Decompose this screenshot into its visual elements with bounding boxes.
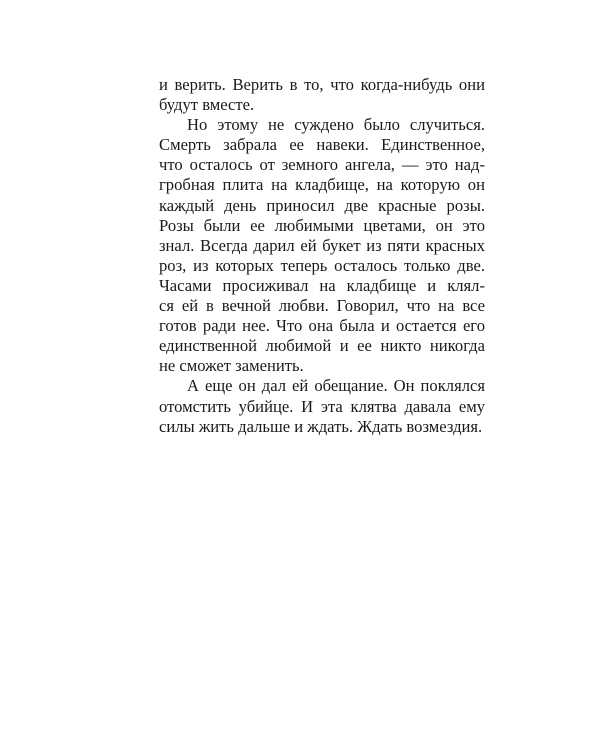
text-line: А еще он дал ей обещание. Он поклялся [187, 376, 485, 396]
text-line: отомстить убийце. И эта клятва давала ему [159, 396, 485, 416]
text-line: Смерть забрала ее навеки. Единственное, [159, 135, 485, 155]
text-line: не сможет заменить. [159, 356, 304, 376]
text-line: единственной любимой и ее никто никогда [159, 336, 485, 356]
text-line: будут вместе. [159, 95, 255, 115]
text-line: роз, из которых теперь осталось только две. [159, 255, 485, 275]
text-line: ся ей в вечной любви. Говорил, что на все [159, 296, 485, 316]
text-line: готов ради нее. Что она была и остается его [159, 316, 485, 336]
text-line: и верить. Верить в то, что когда-нибудь они [159, 75, 485, 94]
text-line: силы жить дальше и ждать. Ждать возмездия. [159, 416, 483, 436]
text-line: что осталось от земного ангела, — это над- [159, 155, 485, 175]
body-text [159, 75, 485, 437]
text-line: Но этому не суждено было случиться. [187, 115, 485, 135]
text-line: знал. Всегда дарил ей букет из пяти красных [159, 235, 485, 255]
text-line: Розы были ее любимыми цветами, он это [159, 215, 485, 235]
text-line: гробная плита на кладбище, на которую он [159, 175, 485, 195]
text-line: Часами просиживал на кладбище и клял- [159, 275, 485, 295]
text-line: каждый день приносил две красные розы. [159, 195, 485, 215]
